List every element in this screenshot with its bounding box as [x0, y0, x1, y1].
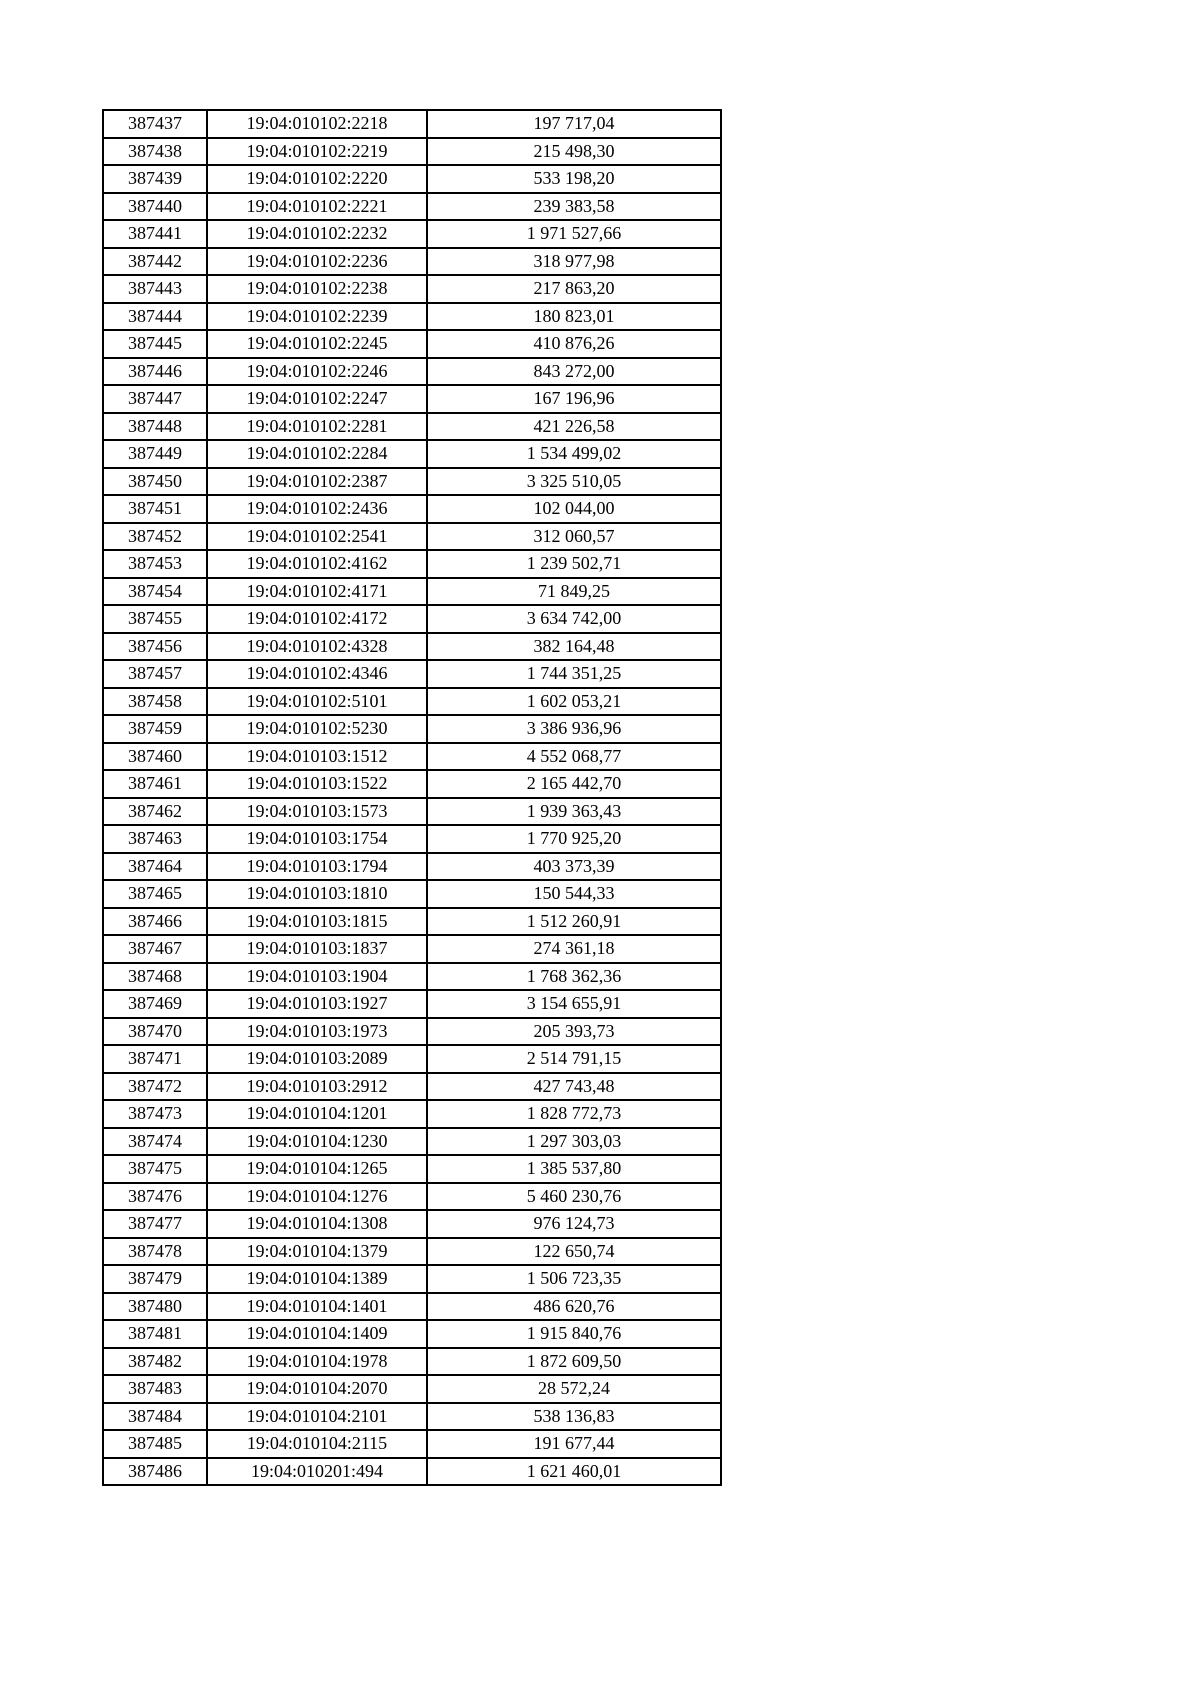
cadastral-value-cell: 421 226,58	[427, 413, 721, 441]
row-number-cell: 387441	[103, 220, 207, 248]
cadastral-value-cell: 1 768 362,36	[427, 963, 721, 991]
cadastral-number-cell: 19:04:010103:1815	[207, 908, 427, 936]
cadastral-value-cell: 403 373,39	[427, 853, 721, 881]
cadastral-number-cell: 19:04:010102:2284	[207, 440, 427, 468]
row-number-cell: 387469	[103, 990, 207, 1018]
table-row	[103, 1073, 721, 1101]
table-row	[103, 990, 721, 1018]
table-row	[103, 1430, 721, 1458]
cadastral-value-cell: 1 534 499,02	[427, 440, 721, 468]
cadastral-value-cell: 274 361,18	[427, 935, 721, 963]
table-row	[103, 413, 721, 441]
cadastral-value-cell: 1 297 303,03	[427, 1128, 721, 1156]
row-number-cell: 387481	[103, 1320, 207, 1348]
cadastral-number-cell: 19:04:010102:2245	[207, 330, 427, 358]
cadastral-number-cell: 19:04:010104:1978	[207, 1348, 427, 1376]
row-number-cell: 387448	[103, 413, 207, 441]
cadastral-number-cell: 19:04:010102:2436	[207, 495, 427, 523]
table-row	[103, 303, 721, 331]
cadastral-value-cell: 486 620,76	[427, 1293, 721, 1321]
table-row	[103, 358, 721, 386]
table-row	[103, 688, 721, 716]
row-number-cell: 387472	[103, 1073, 207, 1101]
cadastral-value-cell: 1 621 460,01	[427, 1458, 721, 1486]
row-number-cell: 387450	[103, 468, 207, 496]
table-row	[103, 605, 721, 633]
cadastral-number-cell: 19:04:010102:2541	[207, 523, 427, 551]
row-number-cell: 387445	[103, 330, 207, 358]
cadastral-value-cell: 1 385 537,80	[427, 1155, 721, 1183]
table-row	[103, 220, 721, 248]
table-row	[103, 1293, 721, 1321]
row-number-cell: 387453	[103, 550, 207, 578]
table-row	[103, 853, 721, 881]
row-number-cell: 387449	[103, 440, 207, 468]
cadastral-value-cell: 197 717,04	[427, 110, 721, 138]
table-row	[103, 330, 721, 358]
cadastral-value-cell: 217 863,20	[427, 275, 721, 303]
table-row	[103, 110, 721, 138]
table-row	[103, 1100, 721, 1128]
cadastral-value-cell: 427 743,48	[427, 1073, 721, 1101]
cadastral-value-cell: 1 512 260,91	[427, 908, 721, 936]
row-number-cell: 387463	[103, 825, 207, 853]
row-number-cell: 387482	[103, 1348, 207, 1376]
cadastral-number-cell: 19:04:010104:1389	[207, 1265, 427, 1293]
row-number-cell: 387459	[103, 715, 207, 743]
cadastral-value-table	[102, 109, 722, 1486]
row-number-cell: 387443	[103, 275, 207, 303]
cadastral-value-cell: 410 876,26	[427, 330, 721, 358]
cadastral-number-cell: 19:04:010102:4346	[207, 660, 427, 688]
table-row	[103, 1155, 721, 1183]
table-row	[103, 935, 721, 963]
cadastral-number-cell: 19:04:010103:1927	[207, 990, 427, 1018]
cadastral-number-cell: 19:04:010102:2246	[207, 358, 427, 386]
cadastral-number-cell: 19:04:010104:1201	[207, 1100, 427, 1128]
table-row	[103, 165, 721, 193]
row-number-cell: 387466	[103, 908, 207, 936]
cadastral-value-cell: 1 971 527,66	[427, 220, 721, 248]
table-row	[103, 1183, 721, 1211]
cadastral-value-cell: 976 124,73	[427, 1210, 721, 1238]
cadastral-value-cell: 28 572,24	[427, 1375, 721, 1403]
cadastral-number-cell: 19:04:010104:1265	[207, 1155, 427, 1183]
cadastral-value-cell: 843 272,00	[427, 358, 721, 386]
row-number-cell: 387439	[103, 165, 207, 193]
cadastral-number-cell: 19:04:010104:2115	[207, 1430, 427, 1458]
table-row	[103, 550, 721, 578]
cadastral-value-cell: 1 872 609,50	[427, 1348, 721, 1376]
cadastral-value-cell: 2 165 442,70	[427, 770, 721, 798]
table-row	[103, 633, 721, 661]
cadastral-value-cell: 2 514 791,15	[427, 1045, 721, 1073]
cadastral-value-cell: 3 386 936,96	[427, 715, 721, 743]
cadastral-value-cell: 533 198,20	[427, 165, 721, 193]
row-number-cell: 387473	[103, 1100, 207, 1128]
table-row	[103, 743, 721, 771]
row-number-cell: 387465	[103, 880, 207, 908]
row-number-cell: 387458	[103, 688, 207, 716]
cadastral-number-cell: 19:04:010103:2912	[207, 1073, 427, 1101]
cadastral-number-cell: 19:04:010104:1308	[207, 1210, 427, 1238]
cadastral-number-cell: 19:04:010103:1754	[207, 825, 427, 853]
table-row	[103, 440, 721, 468]
cadastral-value-cell: 1 239 502,71	[427, 550, 721, 578]
cadastral-value-cell: 382 164,48	[427, 633, 721, 661]
cadastral-value-cell: 3 325 510,05	[427, 468, 721, 496]
table-row	[103, 963, 721, 991]
table-body	[103, 110, 721, 1485]
table-row	[103, 880, 721, 908]
row-number-cell: 387456	[103, 633, 207, 661]
cadastral-number-cell: 19:04:010103:1522	[207, 770, 427, 798]
cadastral-value-cell: 215 498,30	[427, 138, 721, 166]
cadastral-value-cell: 318 977,98	[427, 248, 721, 276]
cadastral-number-cell: 19:04:010102:2218	[207, 110, 427, 138]
cadastral-number-cell: 19:04:010103:1810	[207, 880, 427, 908]
row-number-cell: 387480	[103, 1293, 207, 1321]
row-number-cell: 387486	[103, 1458, 207, 1486]
cadastral-number-cell: 19:04:010102:2236	[207, 248, 427, 276]
row-number-cell: 387455	[103, 605, 207, 633]
cadastral-value-cell: 4 552 068,77	[427, 743, 721, 771]
table-row	[103, 523, 721, 551]
cadastral-number-cell: 19:04:010104:1401	[207, 1293, 427, 1321]
table-row	[103, 1238, 721, 1266]
cadastral-number-cell: 19:04:010103:1794	[207, 853, 427, 881]
table-row	[103, 1348, 721, 1376]
cadastral-value-cell: 102 044,00	[427, 495, 721, 523]
cadastral-number-cell: 19:04:010103:1512	[207, 743, 427, 771]
cadastral-number-cell: 19:04:010102:4171	[207, 578, 427, 606]
row-number-cell: 387454	[103, 578, 207, 606]
cadastral-value-cell: 1 770 925,20	[427, 825, 721, 853]
table-row	[103, 468, 721, 496]
cadastral-value-cell: 71 849,25	[427, 578, 721, 606]
cadastral-number-cell: 19:04:010102:4162	[207, 550, 427, 578]
cadastral-value-cell: 239 383,58	[427, 193, 721, 221]
cadastral-number-cell: 19:04:010102:4328	[207, 633, 427, 661]
cadastral-value-cell: 1 939 363,43	[427, 798, 721, 826]
row-number-cell: 387446	[103, 358, 207, 386]
cadastral-value-cell: 150 544,33	[427, 880, 721, 908]
row-number-cell: 387451	[103, 495, 207, 523]
cadastral-number-cell: 19:04:010102:5230	[207, 715, 427, 743]
table-row	[103, 248, 721, 276]
cadastral-number-cell: 19:04:010103:1573	[207, 798, 427, 826]
table-row	[103, 385, 721, 413]
table-row	[103, 770, 721, 798]
row-number-cell: 387485	[103, 1430, 207, 1458]
cadastral-number-cell: 19:04:010102:2239	[207, 303, 427, 331]
cadastral-value-cell: 3 634 742,00	[427, 605, 721, 633]
row-number-cell: 387474	[103, 1128, 207, 1156]
cadastral-value-cell: 1 602 053,21	[427, 688, 721, 716]
row-number-cell: 387467	[103, 935, 207, 963]
row-number-cell: 387452	[103, 523, 207, 551]
row-number-cell: 387440	[103, 193, 207, 221]
table-row	[103, 138, 721, 166]
row-number-cell: 387470	[103, 1018, 207, 1046]
cadastral-value-cell: 205 393,73	[427, 1018, 721, 1046]
cadastral-number-cell: 19:04:010102:2387	[207, 468, 427, 496]
cadastral-number-cell: 19:04:010102:2219	[207, 138, 427, 166]
cadastral-value-cell: 538 136,83	[427, 1403, 721, 1431]
cadastral-value-cell: 1 744 351,25	[427, 660, 721, 688]
table-row	[103, 1403, 721, 1431]
row-number-cell: 387478	[103, 1238, 207, 1266]
row-number-cell: 387444	[103, 303, 207, 331]
row-number-cell: 387476	[103, 1183, 207, 1211]
cadastral-value-cell: 191 677,44	[427, 1430, 721, 1458]
cadastral-value-cell: 3 154 655,91	[427, 990, 721, 1018]
table-row	[103, 1045, 721, 1073]
cadastral-number-cell: 19:04:010102:4172	[207, 605, 427, 633]
cadastral-number-cell: 19:04:010104:1379	[207, 1238, 427, 1266]
cadastral-number-cell: 19:04:010201:494	[207, 1458, 427, 1486]
cadastral-value-cell: 1 915 840,76	[427, 1320, 721, 1348]
table-row	[103, 1018, 721, 1046]
cadastral-number-cell: 19:04:010104:2101	[207, 1403, 427, 1431]
cadastral-value-cell: 1 828 772,73	[427, 1100, 721, 1128]
row-number-cell: 387447	[103, 385, 207, 413]
row-number-cell: 387461	[103, 770, 207, 798]
row-number-cell: 387437	[103, 110, 207, 138]
table-row	[103, 1210, 721, 1238]
cadastral-number-cell: 19:04:010104:1230	[207, 1128, 427, 1156]
row-number-cell: 387475	[103, 1155, 207, 1183]
cadastral-number-cell: 19:04:010104:1276	[207, 1183, 427, 1211]
row-number-cell: 387457	[103, 660, 207, 688]
cadastral-value-cell: 122 650,74	[427, 1238, 721, 1266]
table-row	[103, 578, 721, 606]
table-row	[103, 798, 721, 826]
table-row	[103, 825, 721, 853]
cadastral-value-cell: 167 196,96	[427, 385, 721, 413]
cadastral-value-cell: 312 060,57	[427, 523, 721, 551]
row-number-cell: 387477	[103, 1210, 207, 1238]
cadastral-number-cell: 19:04:010103:1837	[207, 935, 427, 963]
row-number-cell: 387484	[103, 1403, 207, 1431]
table-row	[103, 1265, 721, 1293]
cadastral-number-cell: 19:04:010102:2232	[207, 220, 427, 248]
table-row	[103, 275, 721, 303]
table-row	[103, 193, 721, 221]
cadastral-number-cell: 19:04:010103:1904	[207, 963, 427, 991]
cadastral-number-cell: 19:04:010102:5101	[207, 688, 427, 716]
cadastral-number-cell: 19:04:010102:2220	[207, 165, 427, 193]
table-row	[103, 908, 721, 936]
row-number-cell: 387479	[103, 1265, 207, 1293]
row-number-cell: 387462	[103, 798, 207, 826]
row-number-cell: 387460	[103, 743, 207, 771]
table-row	[103, 660, 721, 688]
row-number-cell: 387483	[103, 1375, 207, 1403]
row-number-cell: 387438	[103, 138, 207, 166]
row-number-cell: 387442	[103, 248, 207, 276]
cadastral-value-cell: 5 460 230,76	[427, 1183, 721, 1211]
cadastral-number-cell: 19:04:010102:2221	[207, 193, 427, 221]
table-row	[103, 495, 721, 523]
cadastral-number-cell: 19:04:010102:2281	[207, 413, 427, 441]
cadastral-number-cell: 19:04:010104:1409	[207, 1320, 427, 1348]
cadastral-value-cell: 180 823,01	[427, 303, 721, 331]
row-number-cell: 387468	[103, 963, 207, 991]
cadastral-number-cell: 19:04:010102:2247	[207, 385, 427, 413]
table-row	[103, 1128, 721, 1156]
cadastral-value-cell: 1 506 723,35	[427, 1265, 721, 1293]
cadastral-number-cell: 19:04:010103:1973	[207, 1018, 427, 1046]
table-row	[103, 1458, 721, 1486]
table-row	[103, 1320, 721, 1348]
table-row	[103, 715, 721, 743]
cadastral-number-cell: 19:04:010104:2070	[207, 1375, 427, 1403]
cadastral-number-cell: 19:04:010102:2238	[207, 275, 427, 303]
row-number-cell: 387471	[103, 1045, 207, 1073]
table-row	[103, 1375, 721, 1403]
cadastral-number-cell: 19:04:010103:2089	[207, 1045, 427, 1073]
row-number-cell: 387464	[103, 853, 207, 881]
